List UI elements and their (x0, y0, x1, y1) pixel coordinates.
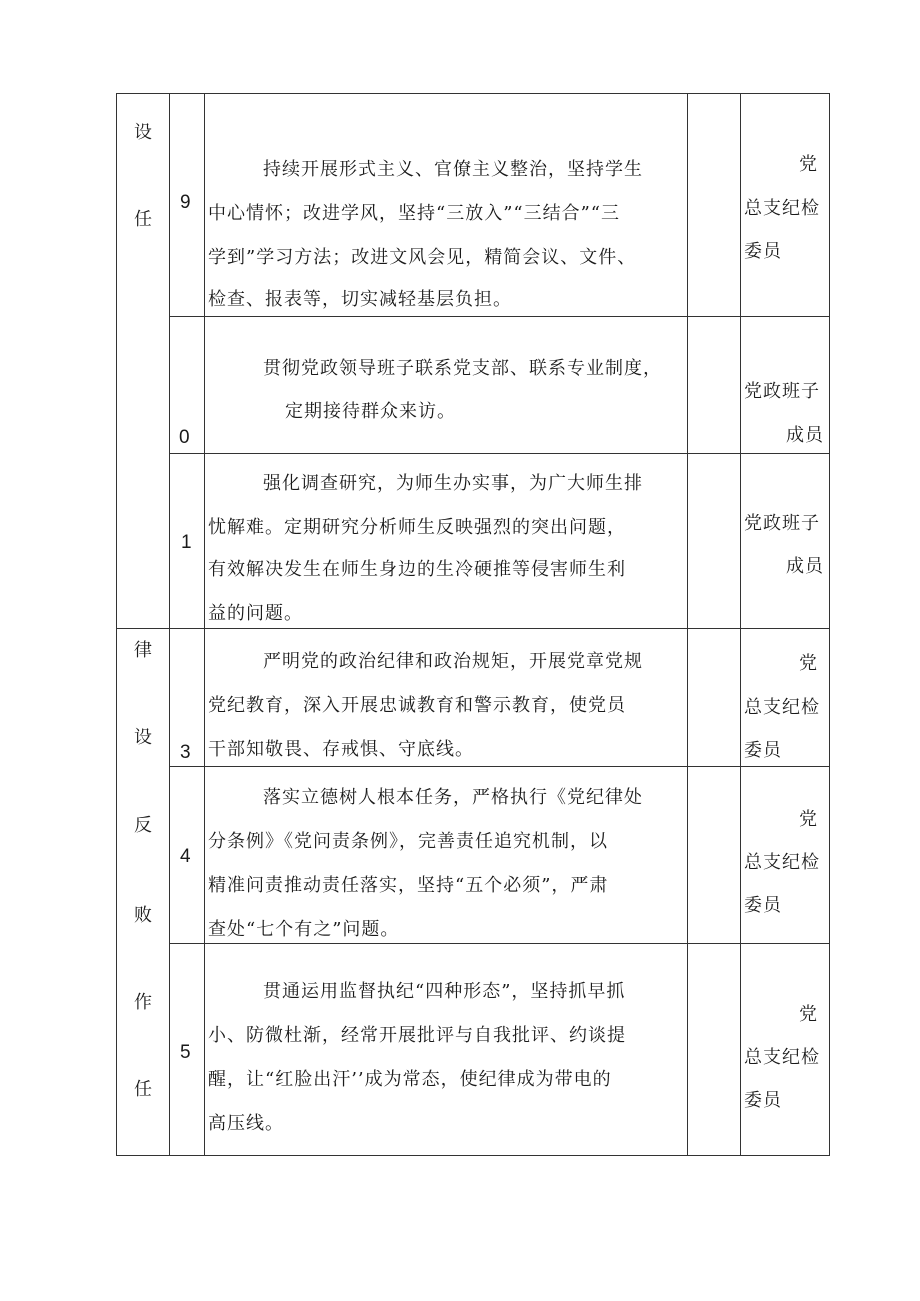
content-line: 小、防微杜渐，经常开展批评与自我批评、约谈提 (208, 1025, 626, 1046)
content-line: 干部知敬畏、存戒惧、守底线。 (208, 739, 474, 760)
row-number: 5 (180, 1042, 191, 1063)
responsible-line: 总支纪检 (744, 697, 820, 718)
content-line: 精准问责推动责任落实，坚持“五个必须”，严肃 (208, 875, 609, 896)
category-char: 任 (134, 1079, 152, 1100)
content-line: 醒，让“红脸出汗’’成为常态，使纪律成为带电的 (208, 1069, 612, 1090)
content-line: 强化调查研究，为师生办实事，为广大师生排 (263, 473, 643, 494)
category-char: 任 (134, 209, 152, 230)
content-line: 严明党的政治纪律和政治规矩，开展党章党规 (263, 651, 643, 672)
content-line: 忧解难。定期研究分析师生反映强烈的突出问题， (208, 517, 626, 538)
row-number: 0 (179, 427, 190, 448)
row-divider (169, 453, 830, 454)
content-line: 党纪教育，深入开展忠诚教育和警示教育，使党员 (208, 695, 626, 716)
row-number: 1 (181, 532, 192, 553)
column-divider (687, 93, 688, 1156)
content-line: 高压线。 (208, 1113, 284, 1134)
row-number: 4 (180, 846, 191, 867)
category-char: 律 (134, 640, 152, 661)
responsible-line: 委员 (744, 1090, 782, 1111)
responsible-line: 成员 (786, 425, 824, 446)
content-line: 学到”学习方法；改进文风会见，精简会议、文件、 (208, 247, 637, 268)
content-line: 贯通运用监督执纪“四种形态”，坚持抓早抓 (263, 981, 626, 1002)
category-char: 设 (134, 727, 152, 748)
column-divider (204, 93, 205, 1156)
responsible-line: 党政班子 (744, 381, 820, 402)
responsible-line: 总支纪检 (744, 1047, 820, 1068)
category-char: 设 (134, 122, 152, 143)
content-line: 分条例》《党问责条例》，完善责任追究机制，以 (208, 831, 608, 852)
column-divider (169, 93, 170, 1156)
content-line: 检查、报表等，切实减轻基层负担。 (208, 289, 512, 310)
responsible-line: 党 (799, 154, 818, 175)
category-char: 反 (134, 815, 152, 836)
category-char: 作 (134, 992, 152, 1013)
content-line: 查处“七个有之”问题。 (208, 919, 400, 940)
content-line: 益的问题。 (208, 603, 303, 624)
responsible-line: 委员 (744, 740, 782, 761)
content-line: 有效解决发生在师生身边的生冷硬推等侵害师生利 (208, 559, 626, 580)
responsible-line: 党 (799, 809, 818, 830)
content-line: 中心情怀；改进学风，坚持“三放入”“三结合”“三 (208, 203, 621, 224)
category-char: 败 (134, 905, 152, 926)
content-line: 持续开展形式主义、官僚主义整治，坚持学生 (263, 159, 643, 180)
content-line: 落实立德树人根本任务，严格执行《党纪律处 (263, 787, 643, 808)
row-number: 9 (180, 192, 191, 213)
row-number: 3 (180, 742, 191, 763)
responsible-line: 党政班子 (744, 513, 820, 534)
responsible-line: 成员 (786, 556, 824, 577)
responsible-line: 委员 (744, 895, 782, 916)
content-line: 定期接待群众来访。 (285, 401, 456, 422)
responsible-line: 总支纪检 (744, 852, 820, 873)
responsible-line: 总支纪检 (744, 198, 820, 219)
responsible-line: 党 (799, 1004, 818, 1025)
column-divider (740, 93, 741, 1156)
content-line: 贯彻党政领导班子联系党支部、联系专业制度， (263, 358, 662, 379)
responsible-line: 党 (799, 653, 818, 674)
responsible-line: 委员 (744, 241, 782, 262)
